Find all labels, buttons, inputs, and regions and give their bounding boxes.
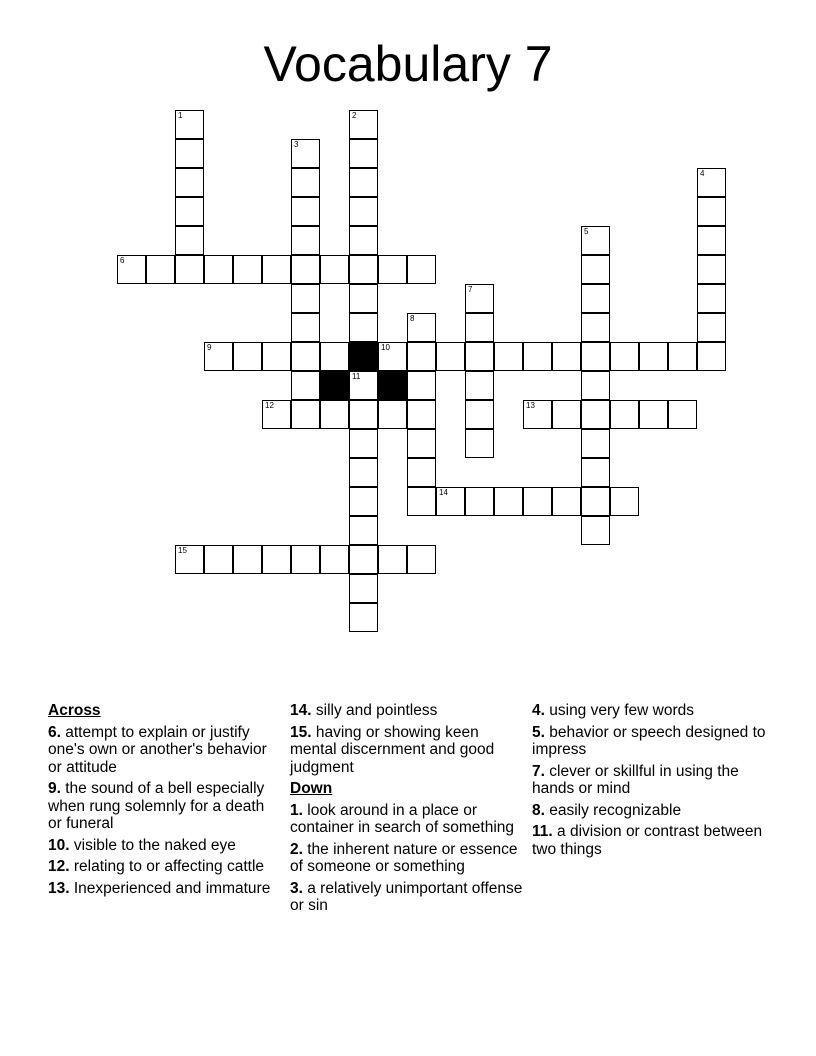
cell-number: 1 [178, 111, 183, 120]
grid-cell[interactable] [175, 110, 204, 139]
clue-item [532, 702, 766, 720]
clue-number: 14. [290, 702, 312, 719]
grid-cell[interactable] [581, 342, 610, 371]
clue-number: 15. [290, 723, 312, 741]
puzzle-title: Vocabulary 7 [263, 36, 553, 92]
grid-cell[interactable] [291, 371, 320, 400]
grid-cell[interactable] [233, 342, 262, 371]
grid-cell[interactable] [407, 545, 436, 574]
grid-cell[interactable] [378, 400, 407, 429]
clue-number: 5. [532, 723, 545, 741]
grid-cell[interactable] [610, 400, 639, 429]
grid-cell[interactable] [349, 603, 378, 632]
grid-cell[interactable] [523, 487, 552, 516]
cell-number: 13 [526, 401, 535, 410]
grid-cell[interactable] [175, 139, 204, 168]
grid-cell[interactable] [204, 255, 233, 284]
grid-cell[interactable] [175, 255, 204, 284]
grid-cell[interactable] [668, 400, 697, 429]
clue-number: 9. [48, 780, 61, 797]
cell-number: 15 [178, 546, 187, 555]
cell-number: 3 [294, 140, 299, 149]
grid-cell[interactable] [697, 284, 726, 313]
grid-cell[interactable] [262, 545, 291, 574]
grid-cell[interactable] [175, 545, 204, 574]
cell-number: 9 [207, 343, 212, 352]
clue-text: having or showing keen mental discernment and good judgment [290, 723, 495, 776]
grid-cell[interactable] [581, 458, 610, 487]
grid-cell[interactable] [407, 400, 436, 429]
grid-cell[interactable] [697, 342, 726, 371]
grid-cell[interactable] [581, 371, 610, 400]
grid-cell[interactable] [349, 226, 378, 255]
grid-cell[interactable] [436, 342, 465, 371]
clue-text: a division or contrast between two things [532, 823, 763, 858]
grid-cell[interactable] [407, 487, 436, 516]
grid-cell[interactable] [552, 400, 581, 429]
grid-cell[interactable] [668, 342, 697, 371]
clue-item [290, 724, 524, 777]
grid-cell[interactable] [320, 545, 349, 574]
clue-text: easily recognizable [549, 801, 682, 819]
grid-cell[interactable] [204, 342, 233, 371]
grid-cell[interactable] [378, 545, 407, 574]
grid-cell[interactable] [697, 226, 726, 255]
clue-text: Inexperienced and immature [73, 879, 271, 897]
grid-cell[interactable] [610, 487, 639, 516]
grid-cell[interactable] [465, 400, 494, 429]
grid-cell[interactable] [291, 545, 320, 574]
clue-number: 8. [532, 801, 545, 819]
grid-cell[interactable] [581, 313, 610, 342]
grid-cell[interactable] [349, 545, 378, 574]
grid-cell[interactable] [291, 400, 320, 429]
grid-cell[interactable] [523, 400, 552, 429]
grid-block [378, 371, 407, 400]
grid-cell[interactable] [175, 168, 204, 197]
grid-cell[interactable] [581, 487, 610, 516]
grid-cell[interactable] [610, 342, 639, 371]
grid-cell[interactable] [523, 342, 552, 371]
grid-cell[interactable] [349, 168, 378, 197]
clue-number: 12. [48, 858, 70, 875]
grid-cell[interactable] [407, 458, 436, 487]
grid-cell[interactable] [175, 226, 204, 255]
grid-cell[interactable] [407, 255, 436, 284]
clue-text: silly and pointless [315, 702, 438, 719]
grid-cell[interactable] [291, 197, 320, 226]
grid-cell[interactable] [291, 342, 320, 371]
grid-cell[interactable] [494, 342, 523, 371]
grid-cell[interactable] [465, 487, 494, 516]
cell-number: 4 [700, 169, 705, 178]
grid-cell[interactable] [291, 313, 320, 342]
grid-cell[interactable] [465, 313, 494, 342]
grid-cell[interactable] [639, 400, 668, 429]
clue-number: 2. [290, 840, 303, 858]
grid-cell[interactable] [175, 197, 204, 226]
cell-number: 8 [410, 314, 415, 323]
cell-number: 12 [265, 401, 274, 410]
cell-number: 6 [120, 256, 125, 265]
grid-cell[interactable] [291, 168, 320, 197]
clue-text: relating to or affecting cattle [73, 858, 265, 875]
grid-cell[interactable] [552, 487, 581, 516]
grid-cell[interactable] [291, 255, 320, 284]
clue-text: behavior or speech designed to impress [532, 723, 766, 758]
cell-number: 11 [352, 372, 361, 381]
grid-cell[interactable] [349, 255, 378, 284]
clue-number: 11. [532, 823, 553, 840]
grid-block [349, 342, 378, 371]
grid-cell[interactable] [117, 255, 146, 284]
cell-number: 7 [468, 285, 473, 294]
cell-number: 10 [381, 343, 390, 352]
grid-cell[interactable] [465, 342, 494, 371]
grid-cell[interactable] [291, 139, 320, 168]
clue-text: the inherent nature or essence of someone or something [290, 840, 518, 875]
clue-text: using very few words [549, 702, 694, 719]
grid-cell[interactable] [581, 255, 610, 284]
grid-cell[interactable] [291, 284, 320, 313]
grid-cell[interactable] [552, 342, 581, 371]
grid-cell[interactable] [407, 342, 436, 371]
grid-block [320, 371, 349, 400]
clue-item [290, 702, 524, 720]
clue-number: 4. [532, 702, 545, 719]
grid-cell[interactable] [320, 400, 349, 429]
grid-cell[interactable] [349, 284, 378, 313]
grid-cell[interactable] [349, 487, 378, 516]
grid-cell[interactable] [436, 487, 465, 516]
clue-item [48, 837, 282, 855]
cell-number: 14 [439, 488, 448, 497]
grid-cell[interactable] [378, 255, 407, 284]
clue-text: a relatively unimportant offense or sin [290, 879, 523, 914]
clue-number: 6. [48, 723, 61, 741]
grid-cell[interactable] [349, 429, 378, 458]
grid-cell[interactable] [407, 371, 436, 400]
grid-cell[interactable] [349, 139, 378, 168]
clue-text: the sound of a bell especially when rung solemnly for a death or funeral [48, 780, 265, 832]
clue-text: attempt to explain or justify one's own or another's behavior or attitude [48, 723, 267, 776]
clue-item [48, 880, 282, 898]
clue-item [532, 763, 766, 798]
grid-cell[interactable] [378, 342, 407, 371]
clue-item [48, 724, 282, 777]
clue-item [48, 780, 282, 833]
grid-cell[interactable] [697, 255, 726, 284]
grid-cell[interactable] [581, 429, 610, 458]
across-header: Across [48, 702, 101, 719]
grid-cell[interactable] [581, 226, 610, 255]
grid-cell[interactable] [349, 110, 378, 139]
cell-number: 5 [584, 227, 589, 236]
clue-column-2 [290, 702, 524, 919]
grid-cell[interactable] [581, 516, 610, 545]
grid-cell[interactable] [262, 342, 291, 371]
clue-number: 10. [48, 836, 70, 854]
clue-item [532, 802, 766, 820]
clue-item [532, 724, 766, 759]
grid-cell[interactable] [349, 574, 378, 603]
grid-cell[interactable] [465, 284, 494, 313]
grid-cell[interactable] [697, 313, 726, 342]
grid-cell[interactable] [639, 342, 668, 371]
grid-cell[interactable] [349, 458, 378, 487]
cell-number: 2 [352, 111, 357, 120]
clue-column-1 [48, 702, 282, 901]
grid-cell[interactable] [291, 226, 320, 255]
grid-cell[interactable] [407, 313, 436, 342]
grid-cell[interactable] [262, 400, 291, 429]
clue-text: visible to the naked eye [73, 836, 236, 854]
clue-item [290, 802, 524, 837]
grid-cell[interactable] [146, 255, 175, 284]
grid-cell[interactable] [349, 371, 378, 400]
grid-cell[interactable] [262, 255, 291, 284]
grid-cell[interactable] [349, 516, 378, 545]
clue-number: 7. [532, 762, 545, 780]
clue-item [532, 823, 766, 858]
grid-cell[interactable] [320, 342, 349, 371]
grid-cell[interactable] [349, 400, 378, 429]
clue-number: 13. [48, 879, 70, 897]
grid-cell[interactable] [233, 545, 262, 574]
grid-cell[interactable] [581, 400, 610, 429]
grid-cell[interactable] [494, 487, 523, 516]
clue-number: 1. [290, 801, 303, 819]
grid-cell[interactable] [465, 429, 494, 458]
grid-cell[interactable] [204, 545, 233, 574]
clue-text: clever or skillful in using the hands or mind [532, 762, 739, 797]
grid-cell[interactable] [407, 429, 436, 458]
grid-cell[interactable] [697, 168, 726, 197]
grid-cell[interactable] [233, 255, 262, 284]
grid-cell[interactable] [320, 255, 349, 284]
grid-cell[interactable] [581, 284, 610, 313]
grid-cell[interactable] [349, 197, 378, 226]
down-header: Down [290, 780, 333, 797]
clue-item [290, 841, 524, 876]
clue-column-3 [532, 702, 766, 862]
grid-cell[interactable] [697, 197, 726, 226]
clue-item [48, 858, 282, 876]
grid-cell[interactable] [465, 371, 494, 400]
grid-cell[interactable] [349, 313, 378, 342]
clue-text: look around in a place or container in search of something [290, 801, 515, 836]
clue-item [290, 880, 524, 915]
clue-number: 3. [290, 879, 303, 897]
